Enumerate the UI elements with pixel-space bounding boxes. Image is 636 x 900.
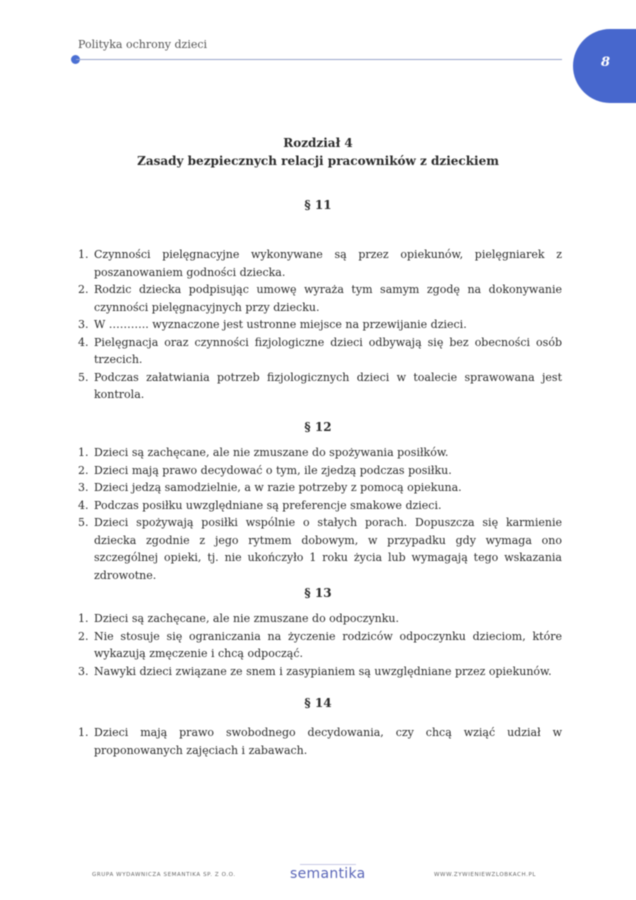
section-list — [78, 246, 562, 404]
list-item: 4. Pielęgnacja oraz czynności fizjologiczne dzieci odbywają się bez obecności osób trzecich. — [78, 335, 562, 366]
list-item: 2. Nie stosuje się ograniczania na życzenie rodziców odpoczynku dzieciom, które wykazują zmęczenie i chcą odpocząć. — [78, 629, 562, 660]
list-item: 5. Podczas załatwiania potrzeb fizjologicznych dzieci w toalecie sprawowana jest kontrola. — [78, 370, 562, 401]
list-item: 4. Podczas posiłku uwzględniane są preferencje smakowe dzieci. — [78, 498, 442, 512]
list-item: 2. Dzieci mają prawo decydować o tym, ile zjedzą podczas posiłku. — [78, 463, 452, 477]
section-list — [78, 610, 562, 680]
list-item: 1. Dzieci są zachęcane, ale nie zmuszane do spożywania posiłków. — [78, 446, 449, 459]
footer-website: WWW.ZYWIENIEWZLOBKACH.PL — [434, 872, 537, 878]
header-title: Polityka ochrony dzieci — [78, 38, 208, 51]
chapter-title: Rozdział 4 — [283, 136, 353, 150]
list-item: 3. Nawyki dzieci związane ze snem i zasypianiem są uwzględniane przez opiekunów. — [78, 664, 552, 678]
header-rule — [76, 59, 562, 60]
section-heading: § 14 — [304, 696, 332, 710]
list-item: 2. Rodzic dziecka podpisując umowę wyraża tym samym zgodę na dokonywanie czynności pielęgnacyjnych przy dziecku. — [78, 283, 562, 314]
section-heading: § 12 — [304, 420, 332, 434]
section-list — [78, 444, 562, 584]
section-list — [78, 724, 562, 759]
footer-logo-rule — [300, 864, 356, 865]
list-item: 1. Czynności pielęgnacyjne wykonywane są przez opiekunów, pielęgniarek z poszanowaniem godności dziecka. — [78, 248, 562, 279]
semantika-logo: semantika — [290, 866, 366, 882]
list-item: 3. W ……….. wyznaczone jest ustronne miejsce na przewijanie dzieci. — [78, 318, 467, 331]
list-item: 1. Dzieci są zachęcane, ale nie zmuszane do odpoczynku. — [78, 612, 400, 625]
footer-publisher: GRUPA WYDAWNICZA SEMANTIKA SP. Z O.O. — [92, 872, 236, 878]
list-item: 5. Dzieci spożywają posiłki wspólnie o stałych porach. Dopuszcza się karmienie dziecka zgodnie z jego rytmem dobowym, w przypadku gdy wymaga ono szczególnej opieki, tj. nie ukończyło 1 roku życia lub wymagają tego wskazania zdrowotne. — [78, 516, 562, 582]
list-item: 3. Dzieci jedzą samodzielnie, a w razie potrzeby z pomocą opiekuna. — [78, 481, 462, 494]
list-item: 1. Dzieci mają prawo swobodnego decydowania, czy chcą wziąć udział w proponowanych zajęciach i zabawach. — [78, 726, 562, 757]
section-heading: § 13 — [304, 586, 332, 600]
section-heading: § 11 — [304, 198, 332, 212]
page-number: 8 — [601, 55, 611, 70]
page-number-tab — [573, 29, 636, 103]
chapter-subtitle: Zasady bezpiecznych relacji pracowników z dzieckiem — [137, 154, 499, 168]
